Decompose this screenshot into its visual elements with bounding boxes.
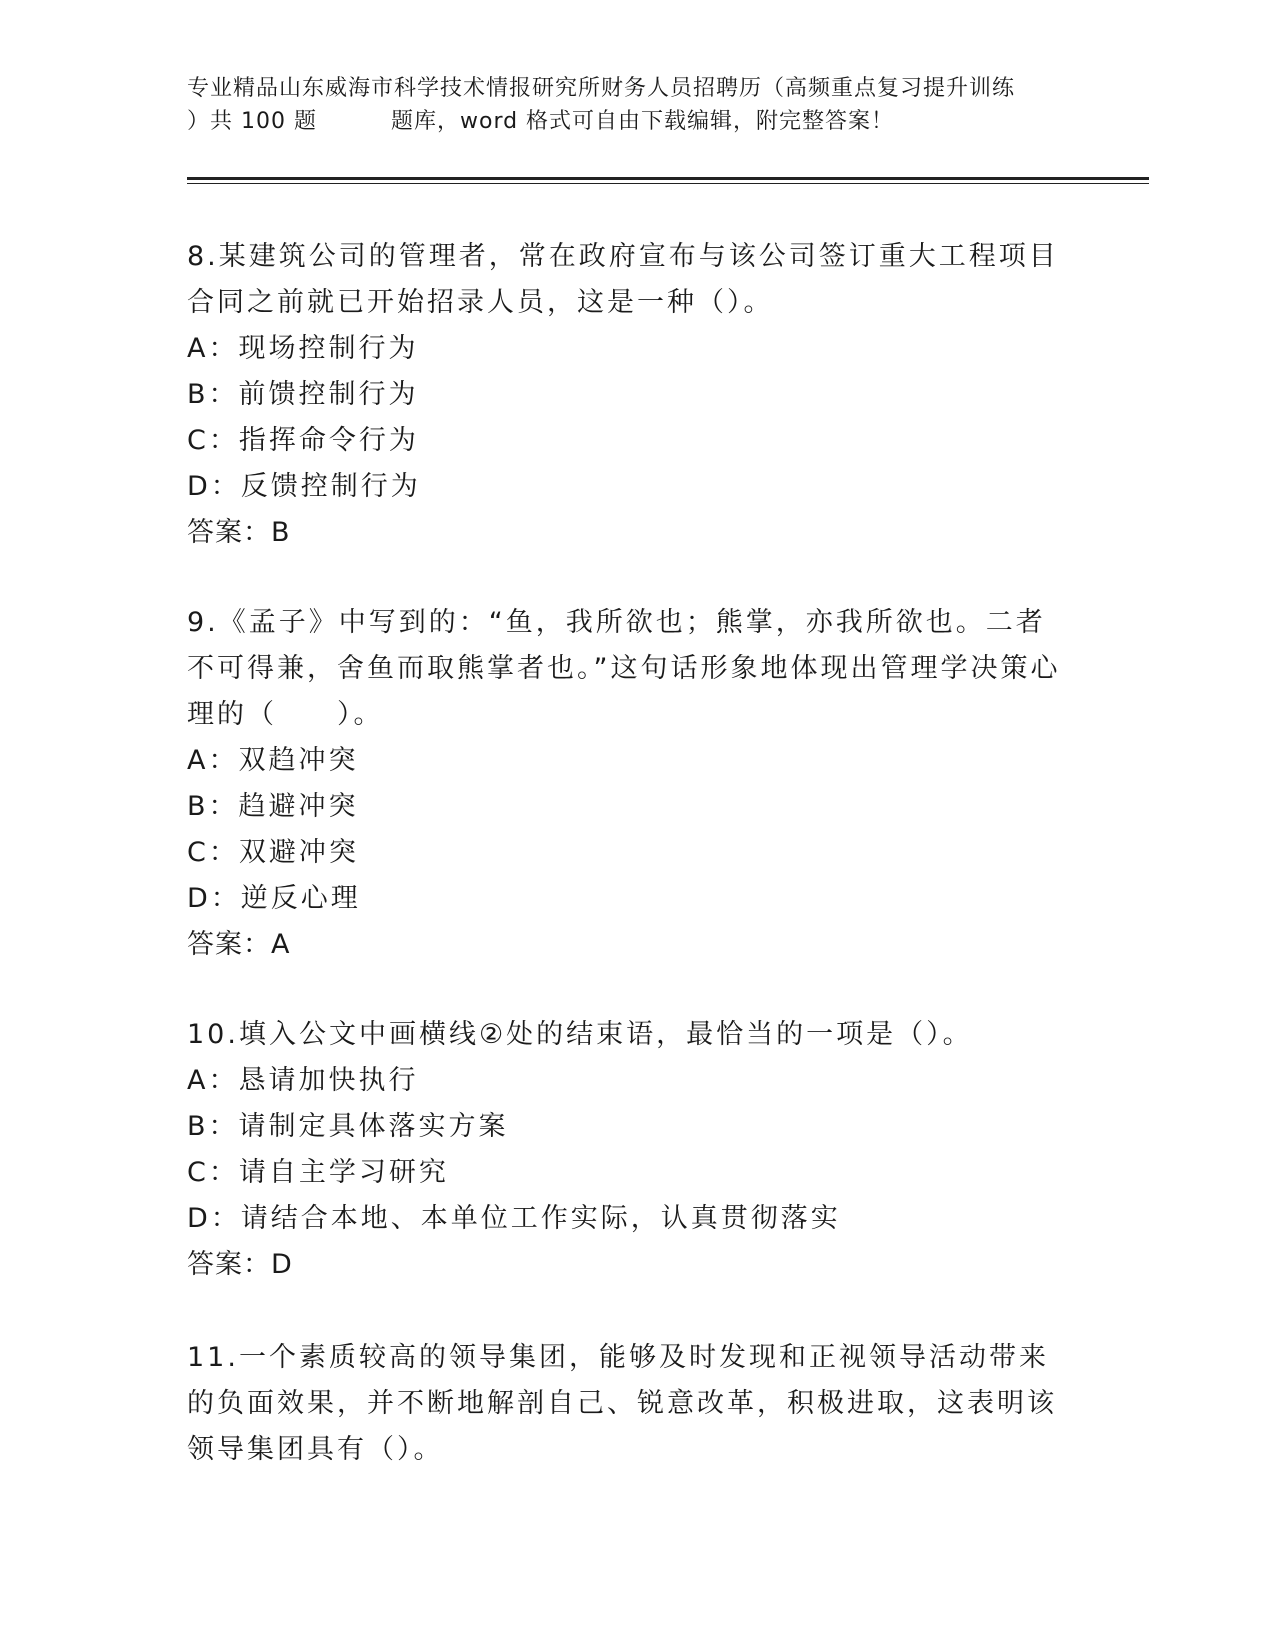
question-11 (187, 1335, 1067, 1473)
document-header (187, 72, 1087, 138)
question-9 (187, 600, 1067, 968)
question-stem: 9.《孟子》中写到的：“鱼，我所欲也；熊掌，亦我所欲也。二者不可得兼，舍鱼而取熊掌者也。”这句话形象地体现出管理学决策心理的（ ）。 (187, 607, 1061, 730)
question-stem: 10.填入公文中画横线②处的结束语，最恰当的一项是（）。 (187, 1019, 973, 1050)
option-a: A：双趋冲突 (187, 745, 359, 776)
question-stem: 11.一个素质较高的领导集团，能够及时发现和正视领导活动带来的负面效果，并不断地解剖自己、锐意改革，积极进取，这表明该领导集团具有（）。 (187, 1342, 1057, 1465)
option-b: B：请制定具体落实方案 (187, 1111, 509, 1142)
option-c: C：指挥命令行为 (187, 425, 419, 456)
option-a: A：恳请加快执行 (187, 1065, 419, 1096)
header-note: 题库，word 格式可自由下载编辑，附完整答案！ (390, 109, 895, 134)
option-b: B：前馈控制行为 (187, 379, 419, 410)
header-divider-thick (187, 177, 1149, 180)
question-8 (187, 234, 1067, 556)
option-d: D：逆反心理 (187, 883, 361, 914)
answer: 答案：B (187, 517, 291, 548)
answer: 答案：D (187, 1249, 293, 1280)
header-line-1: 专业精品山东威海市科学技术情报研究所财务人员招聘历（高频重点复习提升训练 (187, 76, 1016, 101)
header-divider-thin (187, 183, 1149, 184)
option-a: A：现场控制行为 (187, 333, 419, 364)
option-d: D：请结合本地、本单位工作实际，认真贯彻落实 (187, 1203, 841, 1234)
answer: 答案：A (187, 929, 291, 960)
option-c: C：请自主学习研究 (187, 1157, 449, 1188)
option-c: C：双避冲突 (187, 837, 359, 868)
header-line-2 (187, 105, 1087, 138)
header-count: ）共 100 题 (187, 109, 317, 134)
question-stem: 8.某建筑公司的管理者，常在政府宣布与该公司签订重大工程项目合同之前就已开始招录人员，这是一种（）。 (187, 241, 1059, 318)
question-10 (187, 1012, 1067, 1288)
option-d: D：反馈控制行为 (187, 471, 421, 502)
option-b: B：趋避冲突 (187, 791, 359, 822)
